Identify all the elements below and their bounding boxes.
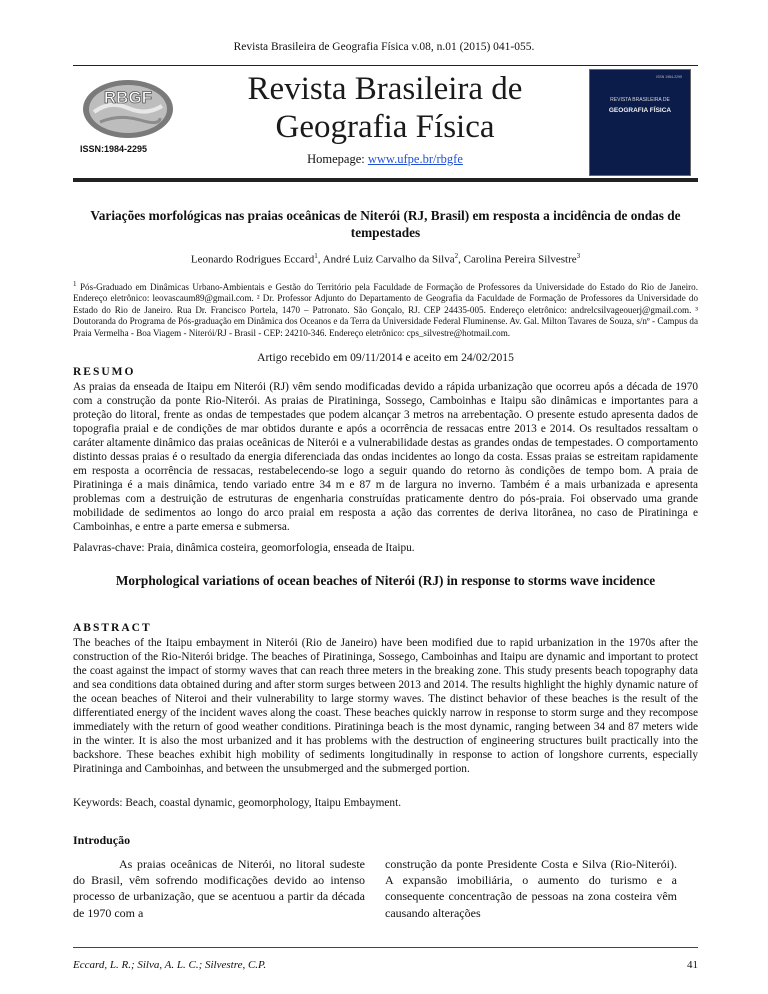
author-3-sup: 3 <box>576 252 581 260</box>
author-2: André Luiz Carvalho da Silva <box>322 253 455 266</box>
homepage-label: Homepage: <box>307 152 368 166</box>
journal-cover-thumbnail <box>589 69 691 176</box>
footer-citation: Eccard, L. R.; Silva, A. L. C.; Silvestre, C.P. <box>73 959 267 971</box>
intro-heading: Introdução <box>73 833 131 847</box>
author-2-sup: 2 <box>454 252 459 260</box>
homepage-link[interactable]: www.ufpe.br/rbgfe <box>367 152 463 166</box>
article-title-pt: Variações morfológicas nas praias oceânicas de Niterói (RJ, Brasil) em resposta a incidência de ondas de tempestades <box>90 208 681 240</box>
affiliation-sup: 1 <box>73 280 77 288</box>
intro-left-column: As praias oceânicas de Niterói, no litoral sudeste do Brasil, vêm sofrendo modificações devido ao intenso processo de urbanização, que se acentuou a partir da década de 1970 com a <box>73 857 365 920</box>
resumo-heading: RESUMO <box>73 366 136 378</box>
abstract-body: The beaches of the Itaipu embayment in Niterói (Rio de Janeiro) have been modified due to rapid urbanization in the 1970s after the construction of the Rio-Niterói bridge. The beaches of Piratininga, Sossego, Camboinhas and Itaipu are dynamic and important to protect the coast against the impact of stormy waves that can reach three meters in the breaking zone. This study presents beach topography data and sea conditions data obtained during and after storm surges between 2013 and 2014. The results highlight the highly dynamic nature of the ocean beaches of Niteroi and their vulnerability to large stormy waves. The distinct behavior of these beaches is the result of the differentiated energy of the incident waves along the coast. These beaches quickly narrow in response to storm surge and they recompose immediately with the return of good weather conditions. Piratininga beach is the most dynamic, ranging between 34 and 87 meters wide in the winter. It is also the most urbanized and it has problems with the destruction of engineering structures built practically into the backshore. These beaches exhibit high mobility of sediments longitudinally in response to action of longshore currents, especially Piratininga and Camboinhas, and between the unsubmerged and the submerged portion. <box>73 637 698 776</box>
page-number: 41 <box>687 959 698 971</box>
homepage-line <box>190 152 580 167</box>
received-dates: Artigo recebido em 09/11/2014 e aceito em 24/02/2015 <box>257 351 514 364</box>
cover-line-1: REVISTA BRASILEIRA DE <box>610 97 670 103</box>
header-bottom-rule <box>73 178 698 182</box>
intro-right-column: construção da ponte Presidente Costa e Silva (Rio-Niterói). A expansão imobiliária, o aumento do turismo e a consequente concentração de pessoas na zona costeira vêm causando alterações <box>385 857 677 920</box>
abstract-heading: ABSTRACT <box>73 622 152 634</box>
running-head: Revista Brasileira de Geografia Física v.08, n.01 (2015) 041-055. <box>233 41 535 53</box>
author-3: Carolina Pereira Silvestre <box>463 253 577 266</box>
resumo-body: As praias da enseada de Itaipu em Niterói (RJ) vêm sendo modificadas devido a rápida urbanização que ocorreu após a década de 1970 com a construção da ponte Rio-Niterói. As praias de Piratininga, Sossego, Camboinhas e Itaipu são dinâmicas e importantes para a proteção do litoral, frente as ondas de tempestades que podem alcançar 3 metros na arrebentação. O presente estudo apresenta dados de topografia praial e de condições de mar obtidos durante e após a ocorrência de ressacas entre 2013 e 2014. Os resultados ressaltam o caráter altamente dinâmico das praias oceânicas de Niterói e a vulnerabilidade destas as grandes ondas de tempestades. O comportamento distinto dessas praias é o resultado da energia diferenciada das ondas incidentes ao longo da costa. Essas praias se estreitam rapidamente em resposta a ocorrência de ressacas, restabelecendo-se logo a seguir quando do retorno às condições de tempo bom. A praia de Piratininga é a mais dinâmica, tendo variado entre 34 m e 87 m de largura no inverno. Também é a mais urbanizada e apresenta problemas com a destruição de estruturas de engenharia construídas praticamente dentro do pós-praia. Foi observado uma grande mobilidade de sedimentos ao longo do arco praial em resposta a ação das correntes de deriva litorânea, no caso de Piratininga e Camboinhas, e entre a parte emersa e submersa. <box>73 381 698 534</box>
author-list: Leonardo Rodrigues Eccard$^1$, André Luiz Carvalho da Silva$^2$, Carolina Pereira Silvestre$^3$ <box>190 252 581 266</box>
palavras-chave: Palavras-chave: Praia, dinâmica costeira, geomorfologia, enseada de Itaipu. <box>73 542 415 554</box>
rbgf-logo <box>80 78 176 140</box>
header-top-rule <box>73 65 698 66</box>
keywords: Keywords: Beach, coastal dynamic, geomorphology, Itaipu Embayment. <box>73 797 402 809</box>
author-1-sup: 1 <box>314 252 318 260</box>
logo-wordmark: RBGF <box>103 88 153 107</box>
cover-line-2: GEOGRAFIA FÍSICA <box>608 107 672 114</box>
issn: ISSN:1984-2295 <box>80 144 148 154</box>
affiliations-text: Pós-Graduado em Dinâmicas Urbano-Ambientais e Gestão do Território pela Faculdade de Formação de Professores da Universidade do Estado do Rio de Janeiro. Endereço eletrônico: leovascaum89@gmail.com. ² Dr. Professor Adjunto do Departamento de Geografia da Faculdade de Formação de Professores da Universidade do Estado do Rio de Janeiro. Rua Dr. Francisco Portela, 1470 – Patronato. São Gonçalo, RJ. CEP 24435-005. Endereço eletrônico: andrelcsilvageouerj@gmail.com. ³ Doutoranda do Programa de Pós-graduação em Dinâmica dos Oceanos e da Terra da Universidade Federal Fluminense. Av. Gal. Milton Tavares de Souza, s/nº - Campus da Praia Vermelha - Boa Viagem - Niterói/RJ - Brasil - CEP: 24210-346. Endereço eletrônico: cps_silvestre@hotmail.com. <box>73 282 699 338</box>
affiliations <box>73 279 698 339</box>
cover-issn: ISSN 1984-2295 <box>656 75 682 79</box>
footer-rule <box>73 947 698 948</box>
journal-title: Revista Brasileira de Geografia Física <box>247 71 523 145</box>
author-1: Leonardo Rodrigues Eccard <box>190 253 315 266</box>
article-title-en: Morphological variations of ocean beaches of Niterói (RJ) in response to storms wave incidence <box>115 573 656 588</box>
